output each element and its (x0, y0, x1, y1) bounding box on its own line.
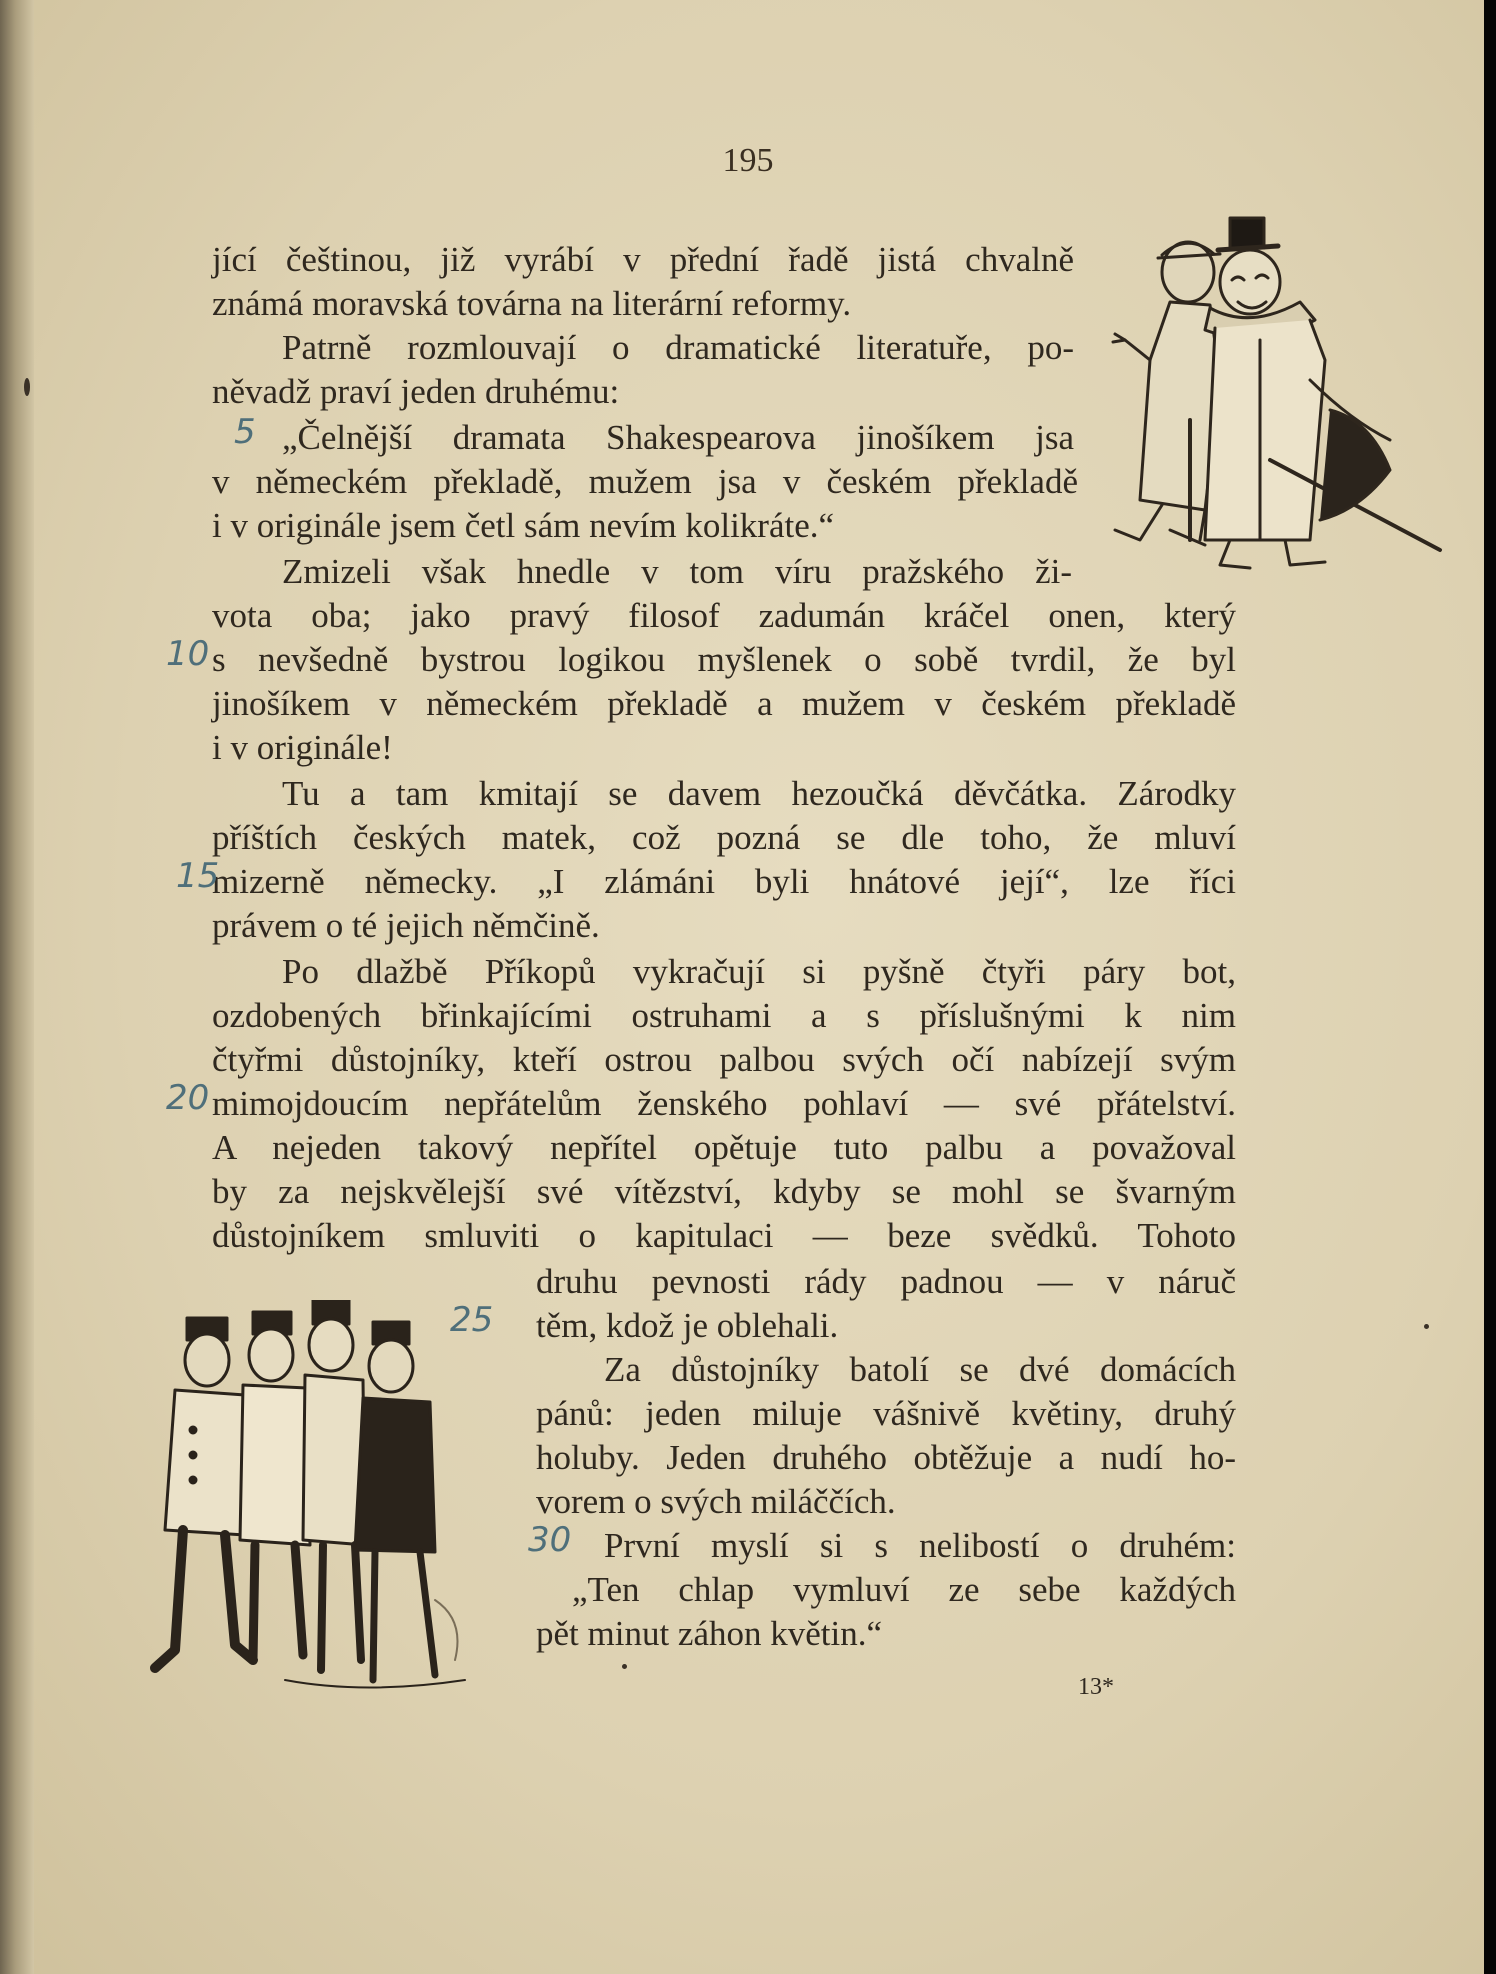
margin-note: 5 (234, 412, 256, 452)
four-officers-illustration (135, 1300, 495, 1700)
text-line: důstojníkem smluviti o kapitulaci — beze svědků. Tohoto (212, 1216, 1236, 1255)
text-line: Po dlažbě Příkopů vykračují si pyšně čtyři páry bot, (282, 952, 1236, 991)
text-line: pět minut záhon květin.“ (536, 1614, 883, 1653)
text-line: pánů: jeden miluje vášnivě květiny, druhý (536, 1394, 1236, 1433)
text-line: mizerně německy. „I zlámáni byli hnátové její“, lze říci (212, 862, 1236, 901)
text-line: ozdobených břinkajícími ostruhami a s příslušnými k nim (212, 996, 1236, 1035)
margin-note: 30 (528, 1520, 572, 1560)
text-line: i v originále jsem četl sám nevím kolikráte.“ (212, 506, 835, 545)
text-line: něvadž praví jeden druhému: (212, 372, 620, 411)
text-line: Tu a tam kmitají se davem hezoučká děvčátka. Zárodky (282, 774, 1236, 813)
text-line: příštích českých matek, což pozná se dle toho, že mluví (212, 818, 1236, 857)
text-line: i v originále! (212, 728, 393, 767)
page-gutter (0, 0, 34, 1974)
margin-note: 15 (176, 856, 220, 896)
text-line: A nejeden takový nepřítel opětuje tuto palbu a považoval (212, 1128, 1236, 1167)
text-line: mimojdoucím nepřátelům ženského pohlaví — své přátelství. (212, 1084, 1236, 1123)
text-line: těm, kdož je oblehali. (536, 1306, 839, 1345)
text-line: vota oba; jako pravý filosof zadumán kráčel onen, který (212, 596, 1236, 635)
ink-speck (1424, 1324, 1429, 1329)
text-line: známá moravská továrna na literární reformy. (212, 284, 852, 323)
text-line: právem o té jejich němčině. (212, 906, 600, 945)
text-line: by za nejskvělejší své vítězství, kdyby se mohl se švarným (212, 1172, 1236, 1211)
text-line: Patrně rozmlouvají o dramatické literatuře, po- (282, 328, 1074, 367)
two-gentlemen-illustration (1110, 210, 1450, 570)
text-line: v německém překladě, mužem jsa v českém překladě (212, 462, 1078, 501)
text-line: druhu pevnosti rády padnou — v náruč (536, 1262, 1236, 1301)
text-line: holuby. Jeden druhého obtěžuje a nudí ho- (536, 1438, 1236, 1477)
ink-speck (24, 378, 30, 396)
text-line: čtyřmi důstojníky, kteří ostrou palbou svých očí nabízejí svým (212, 1040, 1236, 1079)
margin-note: 25 (450, 1300, 494, 1340)
text-line: Za důstojníky batolí se dvé domácích (604, 1350, 1236, 1389)
text-line: jící češtinou, již vyrábí v přední řadě jistá chvalně (212, 240, 1074, 279)
text-line: „Ten chlap vymluví ze sebe každých (572, 1570, 1236, 1609)
signature-mark: 13* (1078, 1674, 1114, 1700)
text-line: vorem o svých miláččích. (536, 1482, 896, 1521)
text-line: „Čelnější dramata Shakespearova jinošíkem jsa (282, 418, 1074, 457)
ink-speck (622, 1664, 627, 1669)
page-number: 195 (722, 142, 774, 179)
text-line: První myslí si s nelibostí o druhém: (604, 1526, 1236, 1565)
text-line: jinošíkem v německém překladě a mužem v českém překladě (212, 684, 1236, 723)
text-line: s nevšedně bystrou logikou myšlenek o sobě tvrdil, že byl (212, 640, 1236, 679)
text-line: Zmizeli však hnedle v tom víru pražského ži- (282, 552, 1072, 591)
margin-note: 10 (166, 634, 210, 674)
margin-note: 20 (166, 1078, 210, 1118)
